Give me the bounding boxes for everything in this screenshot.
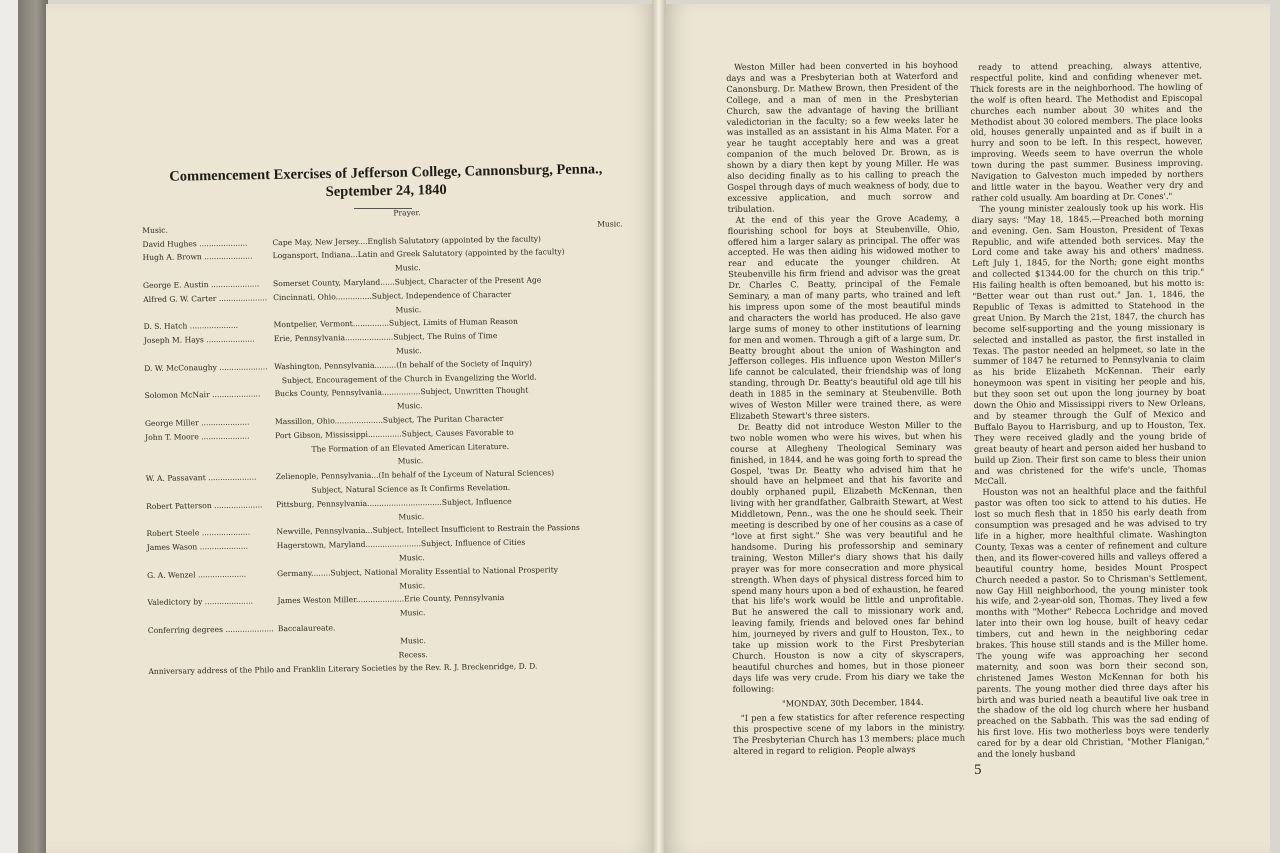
text-column-right (970, 60, 1209, 760)
speaker-name: Robert Patterson .................... (146, 500, 263, 511)
speaker-details: Newville, Pennsylvania...Subject, Intellect Insufficient to Restrain the Passions (276, 523, 580, 537)
speaker-name: James Wason .................... (146, 541, 249, 553)
program-entry (142, 232, 672, 249)
paragraph: Dr. Beatty did not introduce Weston Miller to the two noble women who were his wives, but when his course at Allegheny Theological Seminary was finished, in 1844, and he was going forth to spread the Gospel, 'twas Dr. Beatty who advised him that he should have an helpmeet and that his favorite and doubly orphaned pupil, Elizabeth McKennan, then living with her grandfather, Galbraith Stewart, at West Middletown, Penn., was the one he should seek. Their meeting is described by one of her cousins as a case of "love at first sight." She was very beautiful and he handsome. During his professorship and seminary training, Weston Miller's diary shows that his daily prayer was for more consecration and more physical strength. When days of physical distress forced him to spend many hours upon a bed of exhaustion, he feared that his life's work would be little and unprofitable. But he answered the call to missionary work and, leaving family, friends and beloved ones far behind him, journeyed by rivers and gulf to Houston, Tex., to take up mission work to the First Presbyterian Church. Houston is now a city of skyscrapers, beautiful churches and homes, but in those pioneer days life was very crude. From his diary we take the following: (729, 419, 965, 694)
paragraph: "MONDAY, 30th December, 1844. (781, 696, 924, 709)
paragraph: Houston was not an healthful place and the faithful pastor was often too sick to attend to his duties. He lost so much flesh that in 1850 his early death from consumption was presaged and he was advised to try life in a higher, more healthful climate. Washington County, Texas was a center of refinement and culture then, and its flower-covered hills and valleys offered a beautiful country home, besides Mount Prospect Church needed a pastor. So to Chrisman's Settlement, now Gay Hill neighborhood, the young minister took his wife, and 2-year-old son, Thomas. They lived a few months with "Mother" Rebecca Lochridge and moved later into their own log house, built of heavy cedar timbers, cut and hewn in the neighboring cedar brakes. This house still stands and is the Miller home. The young wife was approaching her second maternity, and soon was born their second son, christened James Weston McKennan for both his parents. The young mother died three days after his birth and was buried neath a beautiful live oak tree in the shadow of the old log church where her husband preached on the Sabbath. This was the sad ending of his first love. His two motherless boys were tenderly cared for by a dear old Christian, "Mother Flanigan," and the lonely husband (974, 484, 1210, 760)
book-cover-edge (0, 0, 20, 853)
speaker-name: Hugh A. Brown .................... (142, 251, 253, 263)
program-line: Music. (397, 456, 424, 466)
speaker-name: George Miller .................... (144, 417, 250, 428)
program-music-left: Music. (142, 225, 168, 235)
speaker-details: Montpelier, Vermont...............Subject, Limits of Human Reason (273, 317, 518, 330)
speaker-details: Erie, Pennsylvania....................Subject, The Ruins of Time (273, 331, 498, 344)
speaker-details: Bucks County, Pennsylvania................Subject, Unwritten Thought (274, 386, 529, 399)
paragraph: Weston Miller had been converted in his boyhood days and was a Presbyterian both at Waterford and Canonsburg. Dr. Mathew Brown, then President of the College, and a man of men in the Presbyterian Church, saw the advantage of having the brilliant valedictorian in the faculty; so a few weeks later he was installed as an assistant in his Alma Mater. For a year he taught acceptably here and was a great companion of the much beloved Dr. Brown, as is shown by a diary then kept by young Miller. He was also deciding finally as to his calling to preach the Gospel through days of much weakness of body, due to excessive application, and much sorrow and tribulation. (726, 59, 960, 214)
title-line-2: September 24, 1840 (325, 181, 447, 201)
title-line-1: Commencement Exercises of Jefferson College, Cannonsburg, Penna., (169, 161, 603, 185)
program-line: Music. (395, 304, 422, 315)
speaker-details: Cape May, New Jersey....English Salutatory (appointed by the faculty) (272, 234, 542, 247)
speaker-details: Germany........Subject, National Morality Essential to National Prosperity (276, 565, 559, 578)
program-line: Music. (396, 346, 422, 356)
program-line: Music. (398, 511, 425, 522)
speaker-name: Joseph M. Hays .................... (143, 334, 255, 346)
program-line: Music. (394, 263, 421, 273)
speaker-name: Alfred G. W. Carter .................... (143, 293, 268, 304)
program-line: Subject, Natural Science as It Confirms Revelation. (311, 482, 511, 495)
speaker-name: Solomon McNair .................... (144, 389, 261, 401)
text-column-left (726, 60, 965, 757)
speaker-name: G. A. Wenzel .................... (147, 569, 247, 580)
speaker-name: D. W. McConaughy .................... (144, 362, 268, 373)
speaker-details: Hagerstown, Maryland.......................Subject, Influence of Cities (276, 537, 526, 551)
speaker-details: Massillon, Ohio....................Subject, The Puritan Character (274, 413, 504, 427)
program-line: Anniversary address of the Philo and Franklin Literary Societies by the Rev. R. J. Breckenridge, D. D. (148, 661, 538, 677)
speaker-details: Zelienople, Pennsylvania...(In behalf of the Lyceum of Natural Sciences) (275, 468, 555, 482)
speaker-name: Valedictory by .................... (147, 596, 254, 608)
speaker-details: Washington, Pennsylvania.........(In behalf of the Society of Inquiry) (274, 358, 533, 371)
speaker-name: Conferring degrees .................... (147, 624, 274, 635)
speaker-details: Port Gibson, Mississippi..............Subject, Causes Favorable to (275, 427, 514, 440)
speaker-name: Robert Steele .................... (146, 527, 251, 539)
paragraph: ready to attend preaching, always attentive, respectful polite, kind and confiding whenever met. Thick forests are in the neighborhood. The howling of the wolf is often heard. The Methodist and Episcopal churches each number about 30 whites and the Methodist about 30 colored members. The place looks old, houses generally unpainted and as if built in a hurry and soon to be left. In this respect, however, improving. Weeds seem to have overrun the whole town during the past summer. Business improving. Navigation to Galveston much impeded by northers and little water in the bayou. Weather very dry and rather cold usually. Am boarding at Dr. Cones'." (970, 59, 1204, 203)
book-spine (18, 0, 48, 853)
speaker-details: James Weston Miller....................Erie County, Pennsylvania (277, 593, 505, 606)
speaker-name: George E. Austin .................... (142, 279, 260, 290)
page-number: 5 (974, 762, 982, 778)
program-line: The Formation of an Elevated American Literature. (311, 441, 510, 454)
speaker-details: Logansport, Indiana...Latin and Greek Salutatory (appointed by the faculty) (272, 247, 565, 261)
speaker-name: David Hughes .................... (142, 238, 248, 249)
speaker-details: Pittsburg, Pennsylvania...............................Subject, Influence (276, 496, 512, 509)
program-line: Music. (399, 580, 426, 591)
left-page (46, 4, 656, 853)
paragraph: The young minister zealously took up his work. His diary says: "May 18, 1845.—Preached both morning and evening. Gen. Sam Houston, President of Texas Republic, and wife attended both services. May the Lord come and take away his and others' madness. Left July 1, 1845, for the North; gone eight months and collected $1344.00 for the church on this trip." His failing health is often bemoaned, but his motto is: "Better wear out than rust out." Jan. 1, 1846, the Republic of Texas is admitted to Statehood in the great Union. By March the 21st, 1847, the church has become self-supporting and the young missionary is selected and installed as pastor, the first installed in Texas. The pastor needed an helpmeet, so late in the summer of 1847 he returned to Pennsylvania to claim as his bride Elizabeth McKennan. Their early honeymoon was spent in visiting her people and his, but they soon set out upon the long journey by boat down the Ohio and Mississippi rivers to New Orleans, and by steamer through the Gulf of Mexico and Buffalo Bayou to Harrisburg, and up to Houston, Tex. They were received gladly and the young bride of great beauty of heart and person aided her husband to build up Zion. Their first son came to bless their union and was christened for the wife's uncle, Thomas McCall. (971, 201, 1207, 487)
paragraph: At the end of this year the Grove Academy, a flourishing school for boys at Steubenville, Ohio, offered him a larger salary as principal. The offer was accepted. He was then aiding his widowed mother to rear and educate the younger children. At Steubenville his firm friend and advisor was the great Dr. Charles C. Beatty, principal of the Female Seminary, a man of many parts, who trained and left his impress upon some of the most beautiful minds and characters the world has produced. He also gave large sums of money to other institutions of learning for men and women. Through a gift of a large sum, Dr. Beatty brought about the union of Washington and Jefferson colleges. His influence upon Weston Miller's life cannot be calculated, their friendship was of long standing, through Dr. Beatty's beautiful old age till his death in 1885 in the seminary at Steubenville. Both wives of Weston Miller were trained there, as were Elizabeth Stewart's three sisters. (727, 212, 962, 421)
program-line: Prayer. (393, 208, 421, 218)
speaker-name: John T. Moore .................... (145, 431, 250, 442)
program-line: Music. (400, 635, 426, 646)
program-line: Music. (396, 401, 423, 411)
program-list (142, 205, 672, 677)
program-music-right: Music. (597, 219, 623, 229)
program-line: Music. (398, 553, 425, 563)
speaker-name: D. S. Hatch .................... (143, 321, 239, 332)
program-title (126, 159, 647, 204)
right-page (664, 4, 1270, 853)
speaker-name: W. A. Passavant .................... (145, 472, 257, 484)
program-line: Recess. (398, 649, 428, 660)
speaker-details: Somerset County, Maryland......Subject, Character of the Present Age (272, 275, 542, 289)
program-line: Subject, Encouragement of the Church in Evangelizing the World. (281, 372, 537, 385)
speaker-details: Cincinnati, Ohio...............Subject, Independence of Character (273, 289, 512, 302)
paragraph: "I pen a few statistics for after reference respecting this prospective scene of my labors in the ministry. The Presbyterian Church has 13 members; place much altered in regard to religion. People always (732, 711, 966, 757)
speaker-details: Baccalaureate. (277, 623, 336, 634)
program-line: Music. (399, 608, 426, 618)
